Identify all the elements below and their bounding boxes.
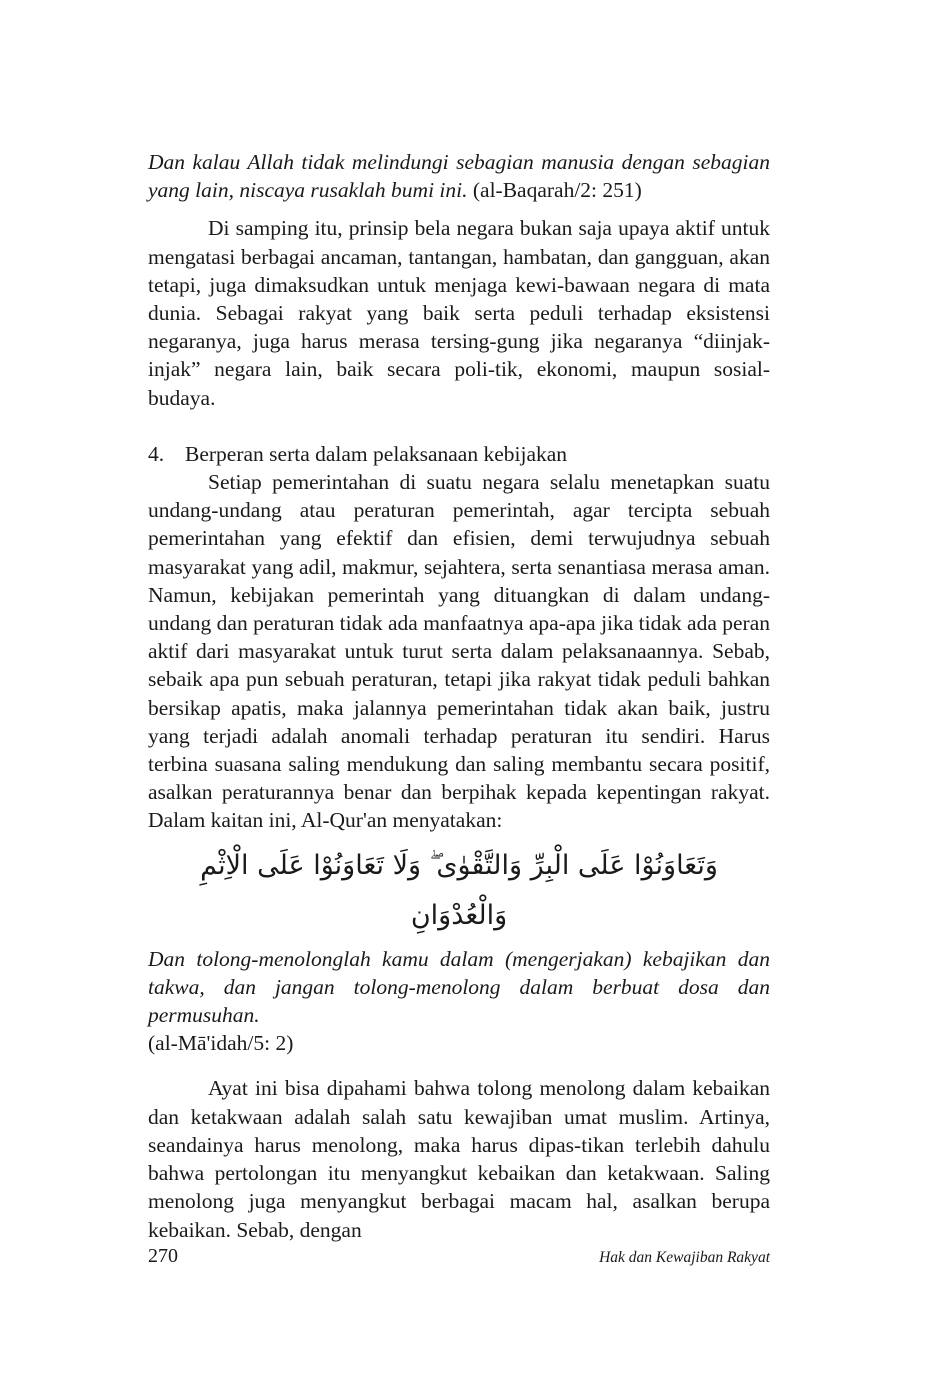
page-number: 270 — [148, 1245, 178, 1267]
quote-translation-maidah — [148, 945, 770, 1030]
arabic-verse: وَتَعَاوَنُوْا عَلَى الْبِرِّ وَالتَّقْوٰى ۖ وَلَا تَعَاوَنُوْا عَلَى الْاِثْمِ وَالْعُدْوَانِ — [200, 849, 718, 931]
quote-translation-baqarah — [148, 148, 770, 204]
quote-translation-text: Dan tolong-menolonglah kamu dalam (mengerjakan) kebajikan dan takwa, dan jangan tolong-menolong dalam berbuat dosa dan permusuhan. — [148, 946, 770, 1028]
page-footer — [148, 1245, 770, 1268]
paragraph-bela-negara: Di samping itu, prinsip bela negara bukan saja upaya aktif untuk mengatasi berbagai ancaman, tantangan, hambatan, dan gangguan, akan tetapi, juga dimaksudkan untuk menjaga kewi-bawaan negara di mata dunia. Sebagai rakyat yang baik serta peduli terhadap eksistensi negaranya, juga harus merasa tersing-gung jika negaranya “diinjak-injak” negara lain, baik secara poli-tik, ekonomi, maupun sosial-budaya. — [148, 216, 770, 410]
paragraph-tolong-menolong: Ayat ini bisa dipahami bahwa tolong menolong dalam kebaikan dan ketakwaan adalah salah satu kewajiban umat muslim. Artinya, seandainya harus menolong, maka harus dipas-tikan terlebih dahulu bahwa pertolongan itu menyangkut kebaikan dan ketakwaan. Saling menolong juga menyangkut berbagai macam hal, asalkan berupa kebaikan. Sebab, dengan — [148, 1076, 770, 1242]
section-title: Berperan serta dalam pelaksanaan kebijakan — [185, 441, 568, 466]
running-title: Hak dan Kewajiban Rakyat — [599, 1249, 770, 1266]
quote-citation: (al-Mā'idah/5: 2) — [148, 1031, 294, 1056]
quote-citation: (al-Baqarah/2: 251) — [472, 178, 642, 203]
paragraph-kebijakan: Setiap pemerintahan di suatu negara selalu menetapkan suatu undang-undang atau peraturan pemerintah, agar tercipta sebuah pemerintahan yang efektif dan efisien, demi terwujudnya sebuah masyarakat yang adil, makmur, sejahtera, serta senantiasa merasa aman. Namun, kebijakan pemerintah yang dituangkan di dalam undang-undang dan peraturan tidak ada manfaatnya apa-apa jika tidak ada peran aktif dari masyarakat untuk turut serta dalam pelaksanaannya. Sebab, sebaik apa pun sebuah peraturan, tetapi jika rakyat tidak peduli bahkan bersikap apatis, maka jalannya pemerintahan tidak akan baik, justru yang terjadi adalah anomali terhadap peraturan itu sendiri. Harus terbina suasana saling mendukung dan saling membantu secara positif, asalkan peraturannya benar dan berpihak kepada kepentingan rakyat. Dalam kaitan ini, Al-Qur'an menyatakan: — [148, 470, 770, 833]
section-heading — [148, 440, 770, 468]
quote-translation-text: Dan kalau Allah tidak melindungi sebagian manusia dengan sebagian yang lain, niscaya rusaklah bumi ini. — [148, 150, 770, 203]
section-number: 4. — [148, 441, 165, 466]
page-body — [148, 148, 770, 1244]
